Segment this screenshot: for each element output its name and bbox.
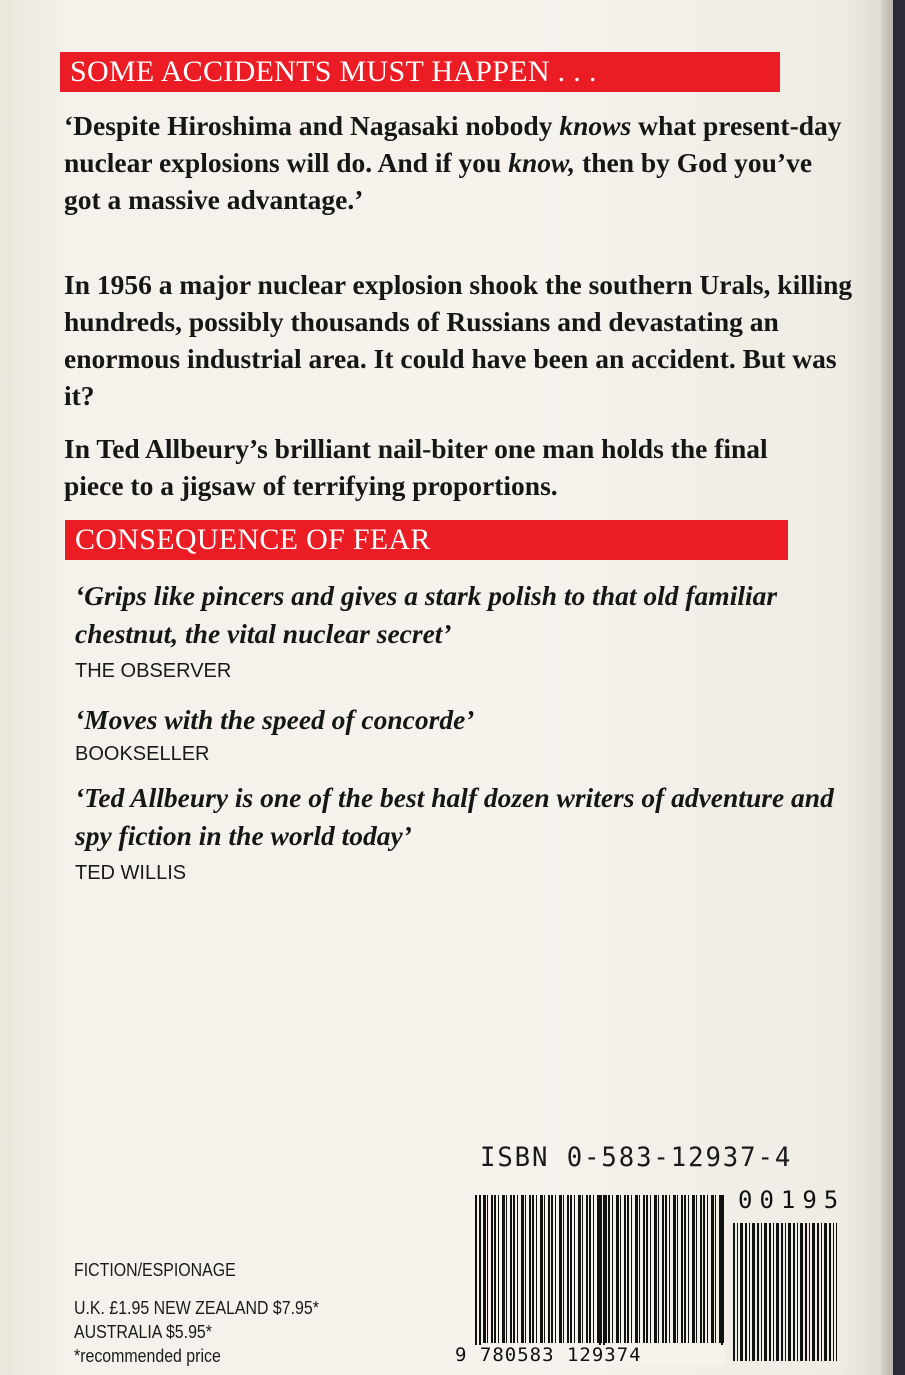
emphasis-text: know,	[508, 147, 576, 178]
para-text: ‘Despite Hiroshima and Nagasaki nobody	[64, 110, 560, 141]
review-quote: ‘Ted Allbeury is one of the best half dozen writers of adventure and spy fiction in the world today’	[75, 782, 834, 851]
emphasis-text: knows	[559, 110, 632, 141]
review-source: TED WILLIS	[75, 862, 187, 884]
para-text: what present-day nuclear explosions will do. And if you	[64, 110, 842, 178]
barcode	[455, 1185, 846, 1366]
cover-edge	[881, 0, 893, 1375]
headline-banner: SOME ACCIDENTS MUST HAPPEN . . .	[60, 52, 780, 92]
price-note: *recommended price	[74, 1345, 221, 1366]
review-source: THE OBSERVER	[75, 660, 232, 682]
review-source: BOOKSELLER	[75, 743, 210, 765]
barcode-addon-bars	[733, 1223, 837, 1361]
tagline-paragraph: In Ted Allbeury’s brilliant nail-biter one man holds the final piece to a jigsaw of terrifying proportions.	[64, 433, 768, 501]
isbn-number: ISBN 0-583-12937-4	[480, 1142, 793, 1173]
price-line: AUSTRALIA $5.95*	[74, 1321, 212, 1342]
synopsis-paragraph: In 1956 a major nuclear explosion shook the southern Urals, killing hundreds, possibly thousands of Russians and devastating an enormous industrial area. It could have been an accident. But was it?	[64, 269, 853, 411]
review-quote: ‘Moves with the speed of concorde’	[75, 704, 475, 735]
para-text: then by God you’ve got a massive advantage.’	[64, 147, 813, 215]
opening-quote-paragraph	[64, 107, 844, 218]
barcode-bars	[475, 1195, 725, 1343]
genre-label: FICTION/ESPIONAGE	[74, 1259, 236, 1280]
title-banner: CONSEQUENCE OF FEAR	[65, 520, 788, 560]
barcode-addon-digits: 00195	[738, 1186, 846, 1214]
price-line: U.K. £1.95 NEW ZEALAND $7.95*	[74, 1297, 319, 1318]
barcode-digits: 9 780583 129374	[455, 1345, 725, 1365]
review-quote: ‘Grips like pincers and gives a stark polish to that old familiar chestnut, the vital nuclear secret’	[75, 580, 778, 649]
